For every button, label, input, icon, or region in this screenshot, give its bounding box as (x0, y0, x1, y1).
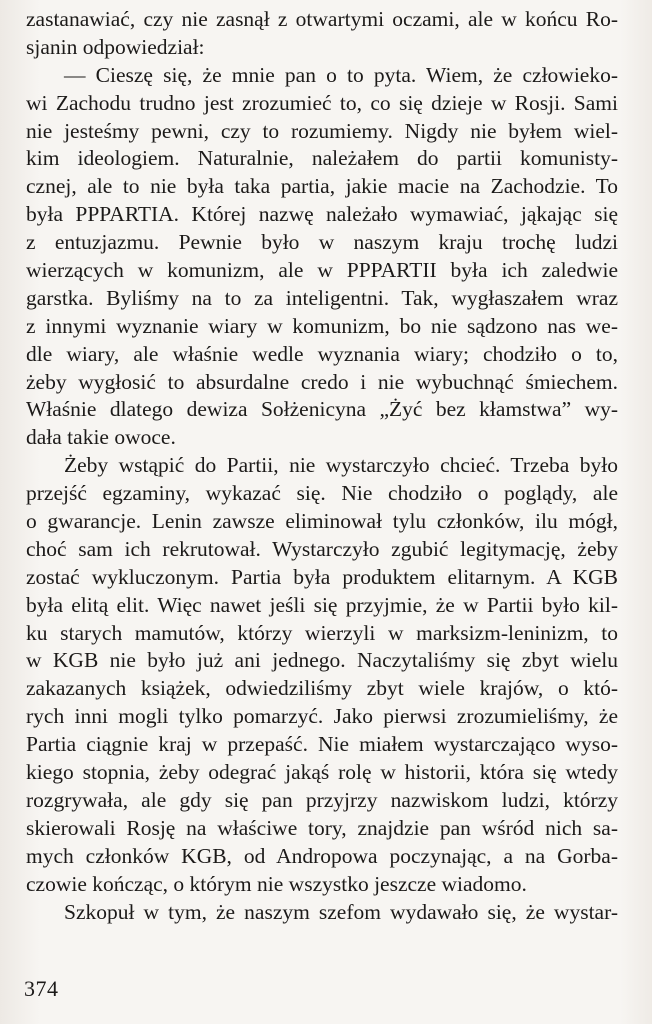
text-line: wi Zachodu trudno jest zrozumieć to, co się dzieje w Rosji. Sami (26, 90, 618, 115)
text-line: zastanawiać, czy nie zasnął z otwartymi oczami, ale w końcu Ro- (26, 7, 618, 31)
text-line: skierowali Rosję na właściwe tory, znajdzie pan wśród nich sa- (26, 815, 618, 840)
text-line: w KGB nie było już ani jednego. Naczytaliśmy się zbyt wielu (26, 648, 618, 673)
text-line: sjanin odpowiedział: (26, 34, 205, 59)
text-line: kim ideologiem. Naturalnie, należałem do partii komunisty- (26, 146, 618, 171)
text-line: Szkopuł w tym, że naszym szefom wydawało się, że wystar- (64, 899, 618, 924)
text-line: ku starych mamutów, którzy wierzyli w marksizm-leninizm, to (26, 620, 618, 645)
text-line: była PPPARTIA. Której nazwę należało wymawiać, jąkając się (26, 202, 618, 227)
text-line: zakazanych książek, odwiedziliśmy zbyt wiele krajów, o któ- (26, 676, 618, 701)
text-line: żeby wygłosić to absurdalne credo i nie wybuchnąć śmiechem. (26, 369, 618, 394)
text-line: przejść egzaminy, wykazać się. Nie chodziło o poglądy, ale (26, 481, 618, 506)
text-line: cznej, ale to nie była taka partia, jakie macie na Zachodzie. To (26, 174, 618, 199)
text-line: o gwarancje. Lenin zawsze eliminował tylu członków, ilu mógł, (26, 509, 618, 534)
page-number: 374 (24, 976, 59, 1001)
text-line: garstka. Byliśmy na to za inteligentni. Tak, wygłaszałem wraz (26, 285, 618, 310)
text-line: choć sam ich rekrutował. Wystarczyło zgubić legitymację, żeby (26, 536, 618, 561)
text-line: dała takie owoce. (26, 425, 176, 450)
text-line: z innymi wyznanie wiary w komunizm, bo nie sądzono nas we- (26, 313, 618, 338)
text-line: Partia ciągnie kraj w przepaść. Nie miałem wystarczająco wyso- (26, 732, 618, 757)
text-line: Właśnie dlatego dewiza Sołżenicyna „Żyć bez kłamstwa” wy- (26, 397, 618, 422)
text-line: była elitą elit. Więc nawet jeśli się przyjmie, że w Partii było kil- (26, 592, 618, 617)
text-line: Żeby wstąpić do Partii, nie wystarczyło chcieć. Trzeba było (64, 453, 618, 478)
text-line: mych członków KGB, od Andropowa poczynając, a na Gorba- (26, 843, 618, 868)
text-line: — Cieszę się, że mnie pan o to pyta. Wiem, że człowieko- (64, 62, 618, 87)
text-line: nie jesteśmy pewni, czy to rozumiemy. Nigdy nie byłem wiel- (26, 118, 618, 143)
text-line: wierzących w komunizm, ale w PPPARTII była ich zaledwie (26, 258, 618, 283)
text-line: rych inni mogli tylko pomarzyć. Jako pierwsi zrozumieliśmy, że (26, 704, 618, 729)
text-line: czowie kończąc, o którym nie wszystko jeszcze wiadomo. (26, 871, 527, 896)
text-line: zostać wykluczonym. Partia była produktem elitarnym. A KGB (26, 564, 618, 589)
text-line: z entuzjazmu. Pewnie było w naszym kraju trochę ludzi (26, 230, 618, 255)
body-text (26, 6, 618, 926)
text-line: rozgrywała, ale gdy się pan przyjrzy nazwiskom ludzi, którzy (26, 787, 618, 812)
text-line: kiego stopnia, żeby odegrać jakąś rolę w historii, która się wtedy (26, 760, 618, 785)
text-line: dle wiary, ale właśnie wedle wyznania wiary; chodziło o to, (26, 341, 618, 366)
